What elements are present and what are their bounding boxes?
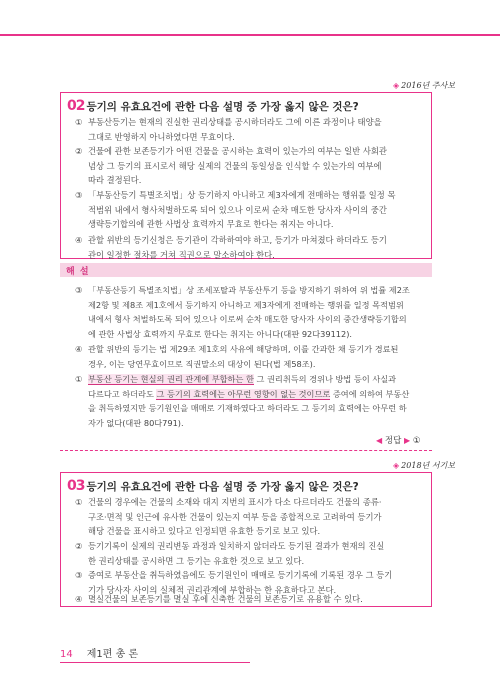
answer-label: ◀ 정답 ▶ ① bbox=[376, 436, 421, 446]
chapter-title: 제1편 총 론 bbox=[86, 649, 139, 660]
question-source-3: ◈ 2018년 서기보 bbox=[393, 461, 455, 470]
q2-option-3: ③ 「부동산등기 특별조치법」상 등기하지 아니하고 제3자에게 전매하는 행위를 일정 목 적범위 내에서 형사처벌하도록 되어 있으나 이로써 순차 매도한 당사자 사이의 중간 생략등기합의에 관한 사법상 효력까지 무효로 한다는 취지는 아니다. bbox=[75, 190, 396, 230]
q2-option-4: ④ 관할 위반의 등기신청은 등기관이 각하하여야 하고, 등기가 마쳐졌다 하더라도 등기 관이 일정한 절차를 거쳐 직권으로 말소하여야 한다. bbox=[75, 235, 387, 260]
diamond-icon: ◈ bbox=[393, 81, 400, 90]
q3-option-1: ① 건물의 경우에는 건물의 소재와 대지 지번의 표시가 다소 다르더라도 건물의 종류· 구조·면적 및 인근에 유사한 건물이 있는지 여부 등을 종합적으로 고려하여 등기가 해당 건물을 표시하고 있다고 인정되면 유효한 등기로 보고 있다. bbox=[75, 497, 382, 537]
page-number: 14 bbox=[60, 649, 73, 660]
q2-option-2: ② 건물에 관한 보존등기가 어떤 건물을 공시하는 효력이 있는가의 여부는 일반 사회관 념상 그 등기의 표시로서 해당 실제의 건물의 동일성을 인식할 수 있는가의 여부에 따라 결정된다. bbox=[75, 146, 387, 186]
explanation-item-3: ③ 「부동산등기 특별조치법」상 조세포탈과 부동산투기 등을 방지하기 위하여 위 법률 제2조 제2항 및 제8조 제1호에서 등기하지 아니하고 제3자에게 전매하는 행위를 일정 목적범위 내에서 형사 처벌하도록 되어 있으나 이로써 순차 매도한 당사자 사이의 중간생략등기합의 에 관한 사법상 효력까지 무효로 한다는 취지는 아니다(대판 92다39112). bbox=[75, 285, 410, 339]
diamond-icon: ◈ bbox=[393, 461, 400, 470]
explanation-header-bar bbox=[60, 263, 432, 277]
q2-option-1: ① 부동산등기는 현재의 진실한 권리상태를 공시하더라도 그에 이른 과정이나 태양을 그대로 반영하지 아니하였다면 무효이다. bbox=[75, 117, 382, 142]
highlight-phrase-1: 부동산 등기는 현실의 권리 관계에 부합하는 한 bbox=[88, 374, 254, 384]
triangle-right-icon: ▶ bbox=[404, 436, 411, 445]
question-title-3: 03 등기의 유효요건에 관한 다음 설명 중 가장 옳지 않은 것은? bbox=[67, 478, 359, 494]
explanation-item-1: ① 부동산 등기는 현실의 권리 관계에 부합하는 한 그 권리취득의 경위나 방법 등이 사실과 다르다고 하더라도 그 등기의 효력에는 아무런 영향이 없는 것이므로 증여에 의하여 부동산 을 취득하였지만 등기원인을 매매로 기재하였다고 하더라도 그 등기의 효력에는 아무런 하 자가 없다(대판 80다791). bbox=[75, 374, 410, 428]
q3-option-4: ④ 멸실건물의 보존등기를 멸실 후에 신축한 건물의 보존등기로 유용할 수 있다. bbox=[75, 594, 363, 604]
triangle-left-icon: ◀ bbox=[376, 436, 383, 445]
footer-rule bbox=[60, 662, 250, 663]
q3-option-2: ② 등기기록이 실제의 권리변동 과정과 일치하지 않더라도 등기된 결과가 현재의 진실 한 권리상태를 공시하면 그 등기는 유효한 것으로 보고 있다. bbox=[75, 541, 385, 566]
question-source-2: ◈ 2016년 주사보 bbox=[393, 81, 455, 90]
q3-option-3: ③ 증여로 부동산을 취득하였음에도 등기원인이 매매로 등기기록에 기록된 경우 그 등기 기가 당사자 사이의 실체적 권리관계에 부합하는 한 유효하다고 본다. bbox=[75, 570, 393, 595]
highlight-phrase-2: 그 등기의 효력에는 아무런 영향이 없는 것이므로 bbox=[156, 388, 331, 399]
section-divider bbox=[60, 450, 432, 451]
question-title-2: 02 등기의 유효요건에 관한 다음 설명 중 가장 옳지 않은 것은? bbox=[67, 98, 359, 114]
page-footer bbox=[60, 645, 138, 660]
top-rule bbox=[0, 34, 500, 36]
explanation-item-4: ④ 관할 위반의 등기는 법 제29조 제1호의 사유에 해당하며, 이를 간과한 채 등기가 경료된 경우, 이는 당연무효이므로 직권말소의 대상이 된다(법 제58조). bbox=[75, 344, 399, 369]
explanation-heading: 해 설 bbox=[66, 267, 90, 277]
